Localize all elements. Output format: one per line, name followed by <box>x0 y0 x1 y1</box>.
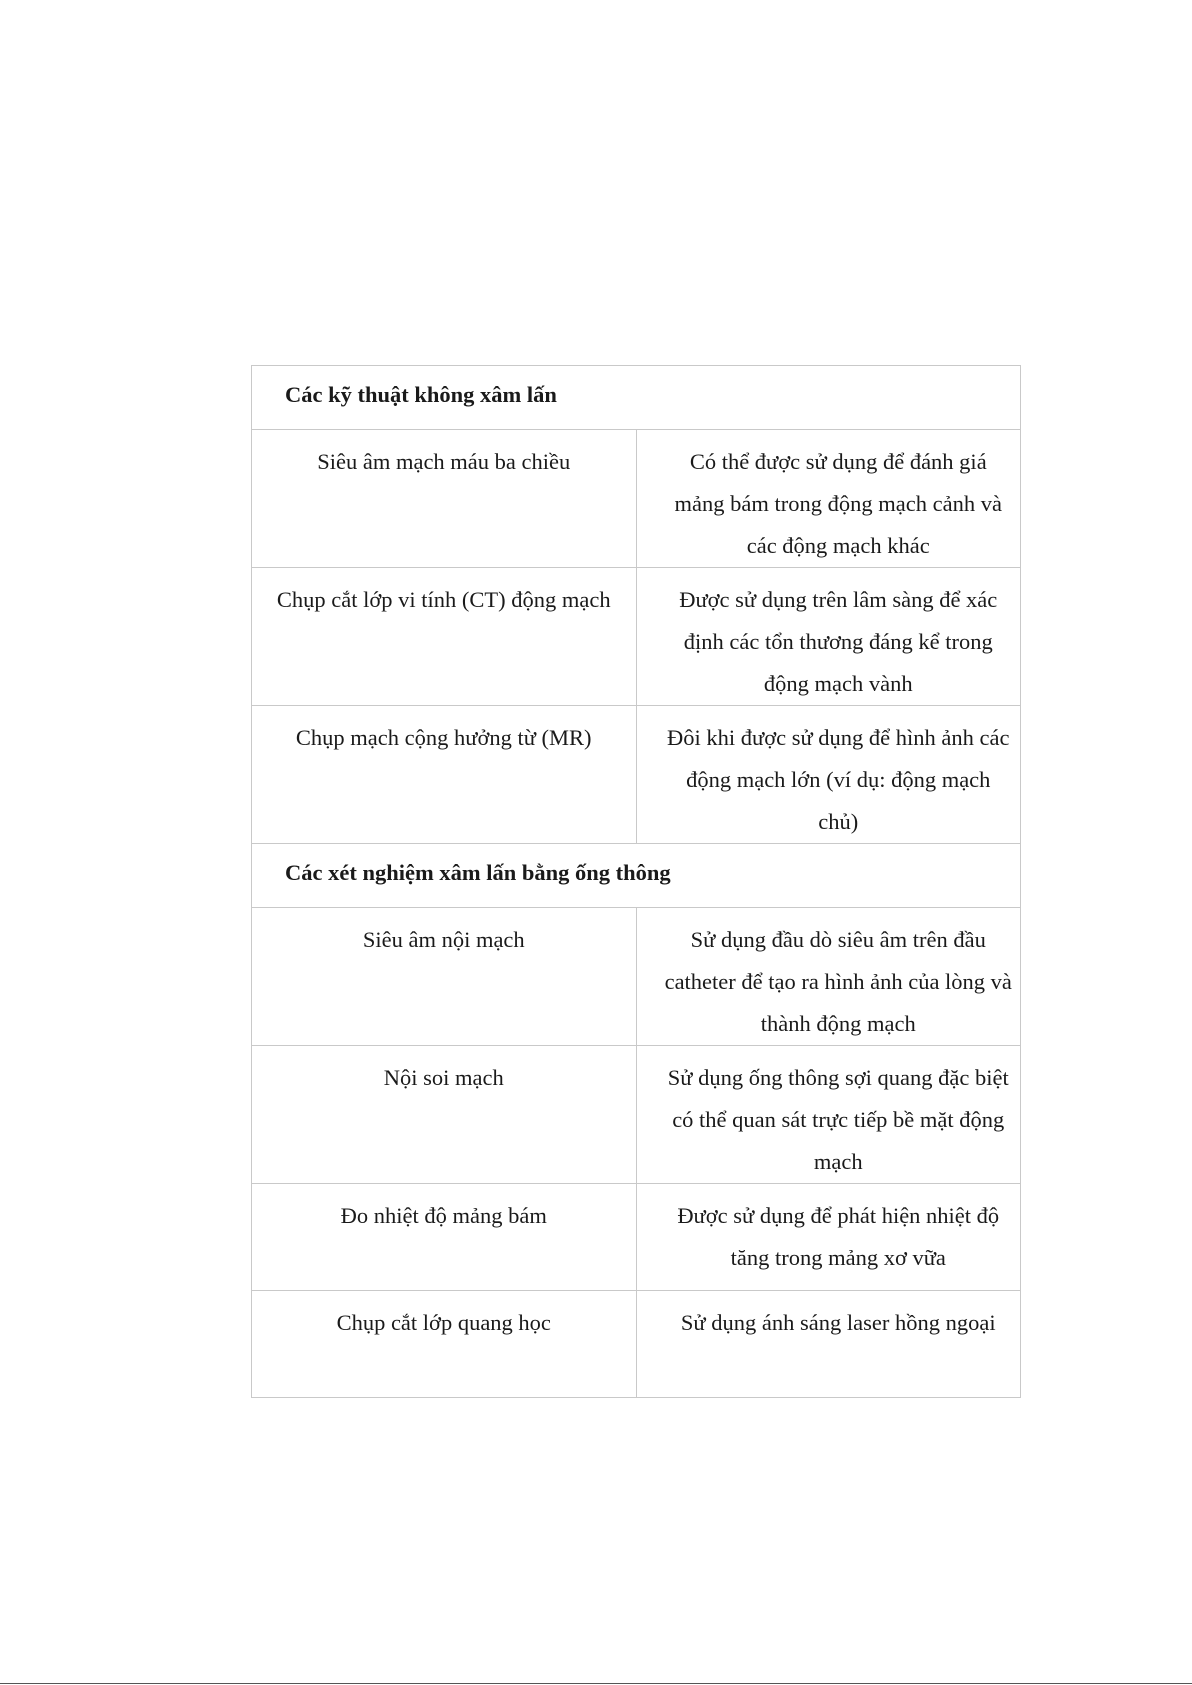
imaging-methods-table <box>251 365 1021 1398</box>
table-row <box>252 1184 1021 1291</box>
table-row <box>252 706 1021 844</box>
section-heading: Các kỹ thuật không xâm lấn <box>252 366 1021 430</box>
page-bottom-divider <box>0 1683 1192 1684</box>
section-heading: Các xét nghiệm xâm lấn bằng ống thông <box>252 844 1021 908</box>
table-row <box>252 568 1021 706</box>
method-name: Siêu âm nội mạch <box>252 908 637 1046</box>
method-description: Có thể được sử dụng để đánh giá mảng bám trong động mạch cảnh và các động mạch khác <box>636 430 1021 568</box>
method-description: Sử dụng ánh sáng laser hồng ngoại <box>636 1291 1021 1398</box>
section-heading-row <box>252 844 1021 908</box>
method-name: Nội soi mạch <box>252 1046 637 1184</box>
method-description: Sử dụng ống thông sợi quang đặc biệt có thể quan sát trực tiếp bề mặt động mạch <box>636 1046 1021 1184</box>
table-row <box>252 908 1021 1046</box>
method-name: Siêu âm mạch máu ba chiều <box>252 430 637 568</box>
method-name: Chụp mạch cộng hưởng từ (MR) <box>252 706 637 844</box>
table-row <box>252 430 1021 568</box>
method-description: Đôi khi được sử dụng để hình ảnh các động mạch lớn (ví dụ: động mạch chủ) <box>636 706 1021 844</box>
method-description: Sử dụng đầu dò siêu âm trên đầu catheter để tạo ra hình ảnh của lòng và thành động mạch <box>636 908 1021 1046</box>
section-heading-row <box>252 366 1021 430</box>
table-row <box>252 1291 1021 1398</box>
method-description: Được sử dụng để phát hiện nhiệt độ tăng trong mảng xơ vữa <box>636 1184 1021 1291</box>
method-name: Chụp cắt lớp vi tính (CT) động mạch <box>252 568 637 706</box>
method-description: Được sử dụng trên lâm sàng để xác định các tổn thương đáng kể trong động mạch vành <box>636 568 1021 706</box>
method-name: Chụp cắt lớp quang học <box>252 1291 637 1398</box>
method-name: Đo nhiệt độ mảng bám <box>252 1184 637 1291</box>
table-row <box>252 1046 1021 1184</box>
